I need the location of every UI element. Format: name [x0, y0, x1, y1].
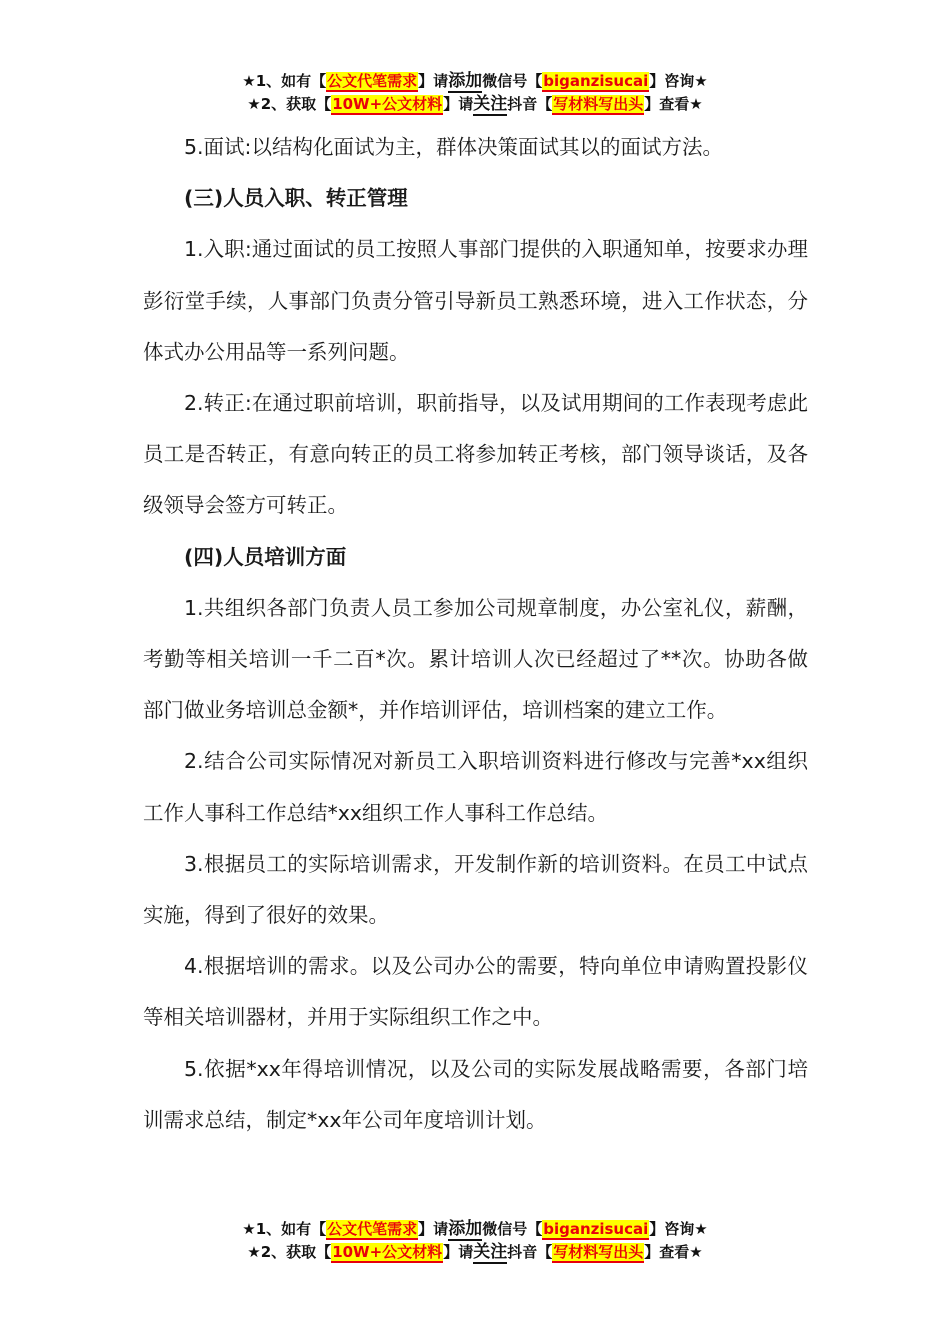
promo-highlight: 写材料写出头	[553, 95, 644, 113]
paragraph-training-3: 3.根据员工的实际培训需求，开发制作新的培训资料。在员工中试点实施，得到了很好的效果。	[143, 851, 808, 928]
promo-banner-bottom	[0, 1218, 950, 1264]
promo-highlight: 10W+公文材料	[332, 1243, 443, 1261]
paragraph-interview: 5.面试:以结构化面试为主，群体决策面试其以的面试方法。	[184, 135, 723, 159]
promo-highlight: 写材料写出头	[553, 1243, 644, 1261]
promo-highlight: biganzisucai	[543, 72, 649, 90]
promo-text: 】请	[418, 72, 449, 90]
document-body	[143, 122, 808, 1146]
paragraph-training-1: 1.共组织各部门负责人员工参加公司规章制度，办公室礼仪，薪酬，考勤等相关培训一千二百*次。累计培训人次已经超过了**次。协助各做部门做业务培训总金额*，并作培训评估，培训档案的建立工作。	[143, 595, 808, 723]
promo-emphasis: 添加	[448, 71, 483, 91]
promo-text: 】请	[418, 1220, 449, 1238]
section-heading-3: (三)人员入职、转正管理	[184, 186, 408, 211]
promo-text: 】查看★	[644, 1243, 703, 1261]
promo-banner-top	[0, 70, 950, 116]
promo-emphasis: 关注	[473, 1242, 508, 1262]
promo-line-2	[0, 93, 950, 116]
promo-text: ★2、获取【	[247, 1243, 332, 1261]
paragraph-training-2: 2.结合公司实际情况对新员工入职培训资料进行修改与完善*xx组织工作人事科工作总结*xx组织工作人事科工作总结。	[143, 749, 808, 825]
promo-line-1	[0, 70, 950, 93]
promo-emphasis: 关注	[473, 94, 508, 114]
paragraph-regularization: 2.转正:在通过职前培训，职前指导，以及试用期间的工作表现考虑此员工是否转正，有意向转正的员工将参加转正考核，部门领导谈话，及各级领导会签方可转正。	[143, 391, 808, 518]
paragraph-training-4: 4.根据培训的需求。以及公司办公的需要，特向单位申请购置投影仪等相关培训器材，并用于实际组织工作之中。	[143, 954, 808, 1030]
promo-text: ★1、如有【	[242, 1220, 327, 1238]
promo-text: 抖音【	[507, 95, 553, 113]
promo-line-1	[0, 1218, 950, 1241]
section-heading-4: (四)人员培训方面	[184, 544, 347, 569]
promo-text: 】查看★	[644, 95, 703, 113]
promo-text: 】咨询★	[649, 72, 708, 90]
promo-highlight: 公文代笔需求	[327, 72, 418, 90]
promo-text: 】请	[443, 1243, 474, 1261]
paragraph-training-5: 5.依据*xx年得培训情况，以及公司的实际发展战略需要，各部门培训需求总结，制定*xx年公司年度培训计划。	[143, 1056, 808, 1132]
promo-emphasis: 添加	[448, 1219, 483, 1239]
promo-text: ★2、获取【	[247, 95, 332, 113]
promo-line-2	[0, 1241, 950, 1264]
promo-highlight: 10W+公文材料	[332, 95, 443, 113]
promo-text: ★1、如有【	[242, 72, 327, 90]
promo-text: 微信号【	[482, 1220, 543, 1238]
promo-text: 微信号【	[482, 72, 543, 90]
paragraph-onboarding: 1.入职:通过面试的员工按照人事部门提供的入职通知单，按要求办理彭衍堂手续，人事部门负责分管引导新员工熟悉环境，进入工作状态，分体式办公用品等一系列问题。	[143, 237, 808, 364]
promo-text: 】请	[443, 95, 474, 113]
promo-text: 抖音【	[507, 1243, 553, 1261]
promo-highlight: biganzisucai	[543, 1220, 649, 1238]
promo-highlight: 公文代笔需求	[327, 1220, 418, 1238]
promo-text: 】咨询★	[649, 1220, 708, 1238]
